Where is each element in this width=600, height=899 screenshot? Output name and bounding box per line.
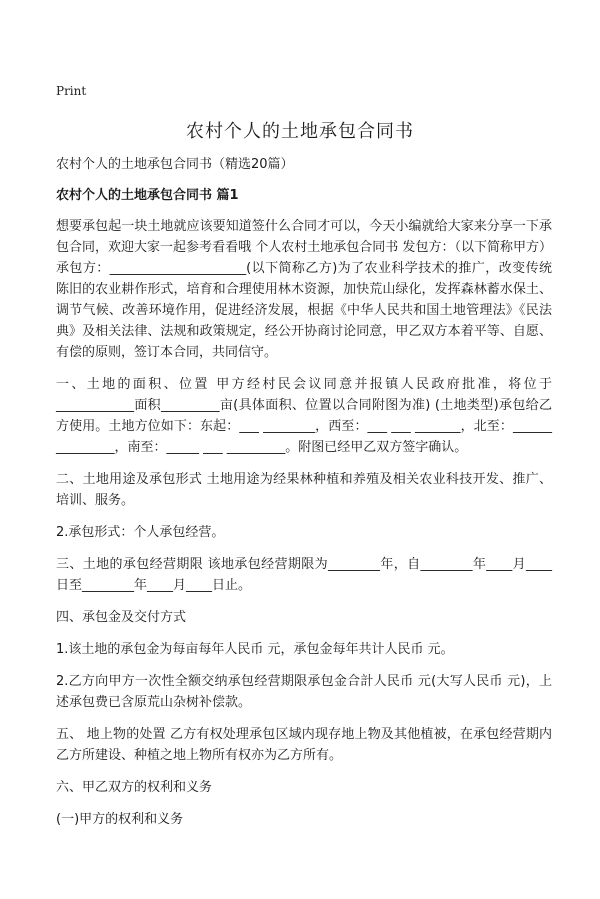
section-heading: 农村个人的土地承包合同书 篇1 (56, 188, 239, 203)
paragraph-land-area: 一、土地的面积、位置 甲方经村民会议同意并报镇人民政府批准，将位于____________面积_________亩(具体面积、位置以合同附图为准) (土地类型)承包给乙方使用。土地方位如下：东起：___ ________，西至：___ ___ _______，北至：______ _________，南至：_____ ___ _________。附图已经甲乙双方签字确认。 (56, 377, 552, 455)
paragraph-party-a-rights: (一)甲方的权利和义务 (56, 812, 184, 827)
paragraph-contract-term: 三、土地的承包经营期限 该地承包经营期限为________年，自________年____月____日至________年____月____日止。 (56, 557, 552, 593)
print-link[interactable]: Print (56, 84, 87, 98)
paragraph-ground-objects: 五、 地上物的处置 乙方有权处理承包区域内现存地上物及其他植被，在承包经营期内乙方所建设、种植之地上物所有权亦为乙方所有。 (56, 727, 552, 763)
paragraph-payment-2: 2.乙方向甲方一次性全额交纳承包经营期限承包金合計人民币 元(大写人民币 元)，上述承包费已含原荒山杂树补偿款。 (56, 674, 552, 710)
page-title: 农村个人的土地承包合同书 (186, 121, 414, 142)
paragraph-land-use: 二、土地用途及承包形式 土地用途为经果林种植和养殖及相关农业科技开发、推广、培训、服务。 (56, 472, 552, 508)
paragraph-contract-form: 2.承包形式：个人承包经营。 (56, 525, 225, 540)
paragraph-rights-heading: 六、甲乙双方的权利和义务 (56, 780, 213, 795)
paragraph-intro: 想要承包起一块土地就应该要知道签什么合同才可以，今天小编就给大家来分享一下承包合同，欢迎大家一起参考看看哦 个人农村土地承包合同书 发包方：（以下简称甲方）承包方：_____________________(以下简称乙方)为了农业科学技术的推广，改变传统陈旧的农业耕作形式，培育和合理使用林木资源，加快荒山绿化，发挥森林蓄水保土、调节气候、改善环境作用，促进经济发展，根据《中华人民共和国土地管理法》《民法典》及相关法律、法规和政策规定，经公开协商讨论同意，甲乙双方本着平等、自愿、有偿的原则，签订本合同，共同信守。 (56, 219, 552, 360)
paragraph-payment-heading: 四、承包金及交付方式 (56, 610, 187, 625)
document-body (56, 216, 552, 841)
document-subtitle: 农村个人的土地承包合同书（精选20篇） (56, 157, 294, 172)
paragraph-payment-1: 1.该土地的承包金为每亩每年人民币 元，承包金每年共计人民币 元。 (56, 642, 454, 657)
